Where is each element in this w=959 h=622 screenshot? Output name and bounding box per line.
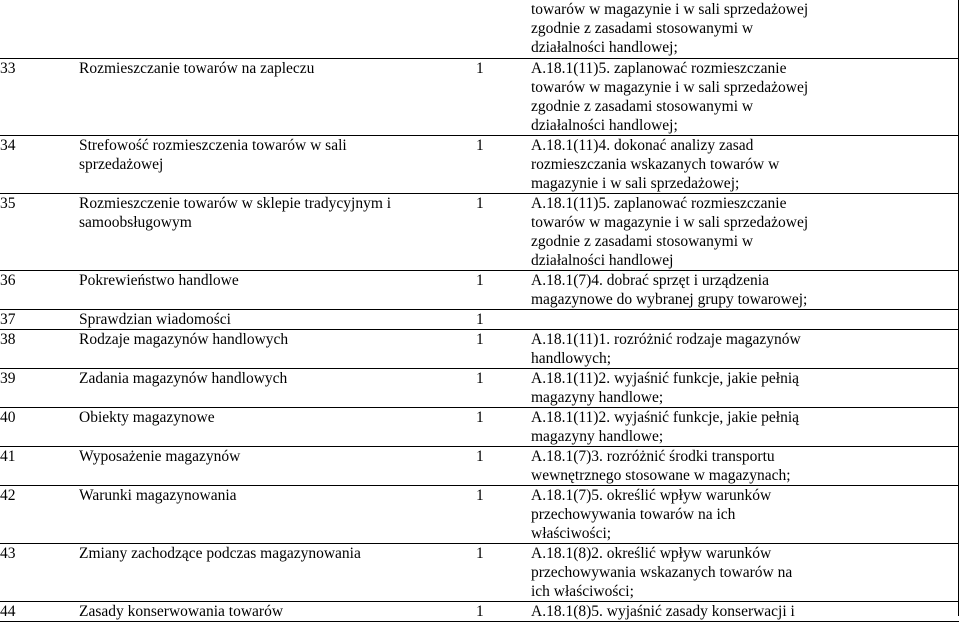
nr-cell [0, 0, 79, 58]
effect-line: A.18.1(11)1. rozróżnić rodzaje magazynów [531, 330, 801, 348]
topic-cell [79, 601, 476, 621]
topic-line: Zadania magazynów handlowych [79, 369, 288, 387]
topic-line: Pokrewieństwo handlowe [79, 271, 239, 289]
effect-line: rozmieszczania wskazanych towarów w [531, 155, 780, 173]
table-row [0, 446, 959, 485]
effect-cell [531, 270, 959, 309]
hours-cell: 1 [476, 329, 531, 368]
effect-line: działalności handlowej; [531, 116, 678, 134]
topic-line: Warunki magazynowania [79, 486, 237, 504]
effect-line: przechowywania towarów na ich [531, 505, 736, 523]
topic-line: Rozmieszczenie towarów w sklepie tradycyjnym i [79, 194, 392, 212]
topic-cell [79, 193, 476, 270]
nr-cell: 36 [0, 270, 79, 309]
effect-cell [531, 309, 959, 329]
topic-line: Rodzaje magazynów handlowych [79, 330, 289, 348]
hours-cell: 1 [476, 446, 531, 485]
effect-line: magazynowe do wybranej grupy towarowej; [531, 290, 808, 308]
table-row [0, 368, 959, 407]
table-row [0, 329, 959, 368]
table-row [0, 601, 959, 621]
effect-cell [531, 0, 959, 58]
nr-cell: 35 [0, 193, 79, 270]
hours-cell: 1 [476, 601, 531, 621]
topic-cell [79, 485, 476, 543]
effect-line: A.18.1(11)2. wyjaśnić funkcje, jakie pełnią [531, 408, 800, 426]
effect-line: towarów w magazynie i w sali sprzedażowej [531, 78, 809, 96]
nr-cell: 38 [0, 329, 79, 368]
effect-line: handlowych; [531, 349, 612, 367]
effect-line: A.18.1(11)4. dokonać analizy zasad [531, 136, 754, 154]
topic-cell [79, 309, 476, 329]
hours-cell: 1 [476, 407, 531, 446]
effect-line: towarów w magazynie i w sali sprzedażowej [531, 1, 809, 18]
table-row [0, 58, 959, 135]
effect-line: magazyny handlowe; [531, 427, 664, 445]
topic-cell [79, 407, 476, 446]
effect-line: A.18.1(7)4. dobrać sprzęt i urządzenia [531, 271, 769, 289]
nr-cell: 33 [0, 58, 79, 135]
table-row-continuation [0, 0, 959, 58]
effect-line: zgodnie z zasadami stosowanymi w [531, 232, 754, 250]
hours-cell: 1 [476, 135, 531, 193]
effect-line: magazynie i w sali sprzedażowej; [531, 174, 740, 192]
hours-cell: 1 [476, 368, 531, 407]
effect-cell [531, 446, 959, 485]
topic-line: Sprawdzian wiadomości [79, 310, 231, 328]
nr-cell: 42 [0, 485, 79, 543]
effect-cell [531, 601, 959, 621]
nr-cell: 34 [0, 135, 79, 193]
effect-line: działalności handlowej; [531, 39, 678, 56]
effect-line: A.18.1(11)5. zaplanować rozmieszczanie [531, 59, 787, 77]
effect-line: działalności handlowej [531, 251, 674, 269]
effect-line: A.18.1(11)2. wyjaśnić funkcje, jakie pełnią [531, 369, 800, 387]
effect-line: magazyny handlowe; [531, 388, 664, 406]
topic-line: Zasady konserwowania towarów [79, 602, 284, 620]
table-row [0, 193, 959, 270]
topic-cell [79, 446, 476, 485]
effect-cell [531, 368, 959, 407]
nr-cell: 39 [0, 368, 79, 407]
topic-line: Strefowość rozmieszczenia towarów w sali [79, 136, 347, 154]
effect-line: A.18.1(8)5. wyjaśnić zasady konserwacji i [531, 602, 795, 620]
effect-line: przechowywania wskazanych towarów na [531, 563, 793, 581]
effect-cell [531, 543, 959, 601]
effect-cell [531, 485, 959, 543]
effect-cell [531, 58, 959, 135]
nr-cell: 43 [0, 543, 79, 601]
effect-line: wewnętrznego stosowane w magazynach; [531, 466, 791, 484]
nr-cell: 37 [0, 309, 79, 329]
effect-line: ich właściwości; [531, 582, 634, 600]
hours-cell: 1 [476, 309, 531, 329]
effect-line: zgodnie z zasadami stosowanymi w [531, 97, 754, 115]
table-row [0, 485, 959, 543]
nr-cell: 44 [0, 601, 79, 621]
effect-cell [531, 407, 959, 446]
topic-cell [79, 270, 476, 309]
effect-line: zgodnie z zasadami stosowanymi w [531, 20, 754, 37]
nr-cell: 41 [0, 446, 79, 485]
topic-line: Wyposażenie magazynów [79, 447, 241, 465]
table-row [0, 407, 959, 446]
hours-cell: 1 [476, 58, 531, 135]
hours-cell: 1 [476, 193, 531, 270]
topic-cell [79, 368, 476, 407]
topic-line: sprzedażowej [79, 155, 164, 173]
topic-cell [79, 0, 476, 58]
effect-line: towarów w magazynie i w sali sprzedażowej [531, 213, 809, 231]
topic-cell [79, 329, 476, 368]
hours-cell [476, 0, 531, 58]
effect-cell [531, 193, 959, 270]
effect-line: A.18.1(7)5. określić wpływ warunków [531, 486, 772, 504]
effect-cell [531, 329, 959, 368]
effect-line: A.18.1(11)5. zaplanować rozmieszczanie [531, 194, 787, 212]
hours-cell: 1 [476, 270, 531, 309]
topic-line: samoobsługowym [79, 213, 192, 231]
topic-line: Zmiany zachodzące podczas magazynowania [79, 544, 361, 562]
effect-line: A.18.1(7)3. rozróżnić środki transportu [531, 447, 775, 465]
table-row [0, 309, 959, 329]
table-row [0, 543, 959, 601]
effect-cell [531, 135, 959, 193]
hours-cell: 1 [476, 485, 531, 543]
topic-cell [79, 58, 476, 135]
effect-line: A.18.1(8)2. określić wpływ warunków [531, 544, 772, 562]
effect-line: właściwości; [531, 524, 612, 542]
topic-cell [79, 543, 476, 601]
nr-cell: 40 [0, 407, 79, 446]
topic-cell [79, 135, 476, 193]
topic-line: Obiekty magazynowe [79, 408, 215, 426]
topic-line: Rozmieszczanie towarów na zapleczu [79, 59, 315, 77]
hours-cell: 1 [476, 543, 531, 601]
table-row [0, 270, 959, 309]
table-row [0, 135, 959, 193]
